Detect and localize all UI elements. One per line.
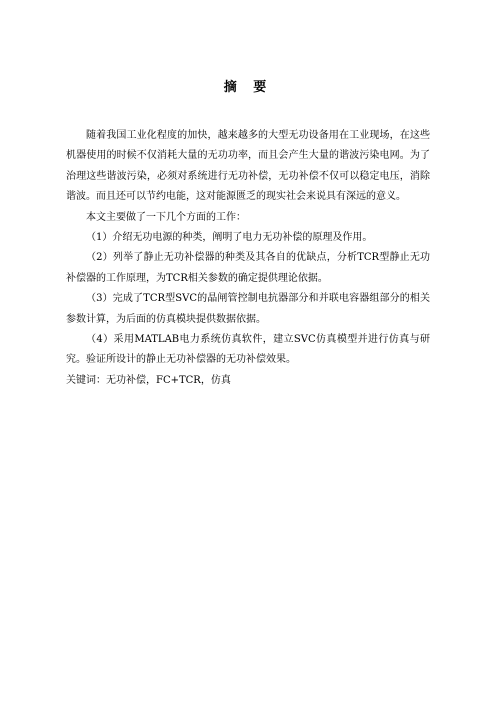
keywords-line [66,371,430,391]
abstract-body [66,126,430,391]
work-item-1: （1）介绍无功电源的种类，阐明了电力无功补偿的原理及作用。 [86,232,373,244]
work-item-4: （4）采用MATLAB电力系统仿真软件，建立SVC仿真模型并进行仿真与研究。验证所设计的静止无功补偿器的无功补偿效果。 [66,334,430,366]
work-item-2: （2）列举了静止无功补偿器的种类及其各自的优缺点，分析TCR型静止无功补偿器的工作原理，为TCR相关参数的确定提供理论依据。 [66,252,430,284]
keywords-value: 无功补偿，FC+TCR，仿真 [106,374,231,386]
abstract-title: 摘 要 [223,80,273,95]
keywords-label: 关键词： [66,374,106,386]
work-summary-heading: 本文主要做了一下几个方面的工作： [86,211,246,223]
intro-paragraph: 随着我国工业化程度的加快，越来越多的大型无功设备用在工业现场，在这些机器使用的时候不仅消耗大量的无功功率，而且会产生大量的谐波污染电网。为了治理这些谐波污染，必须对系统进行无功补偿，无功补偿不仅可以稳定电压，消除谐波。而且还可以节约电能，这对能源匮乏的现实社会来说具有深远的意义。 [66,130,430,203]
work-item-3: （3）完成了TCR型SVC的晶闸管控制电抗器部分和并联电容器组部分的相关参数计算，为后面的仿真模块提供数据依据。 [66,293,430,325]
